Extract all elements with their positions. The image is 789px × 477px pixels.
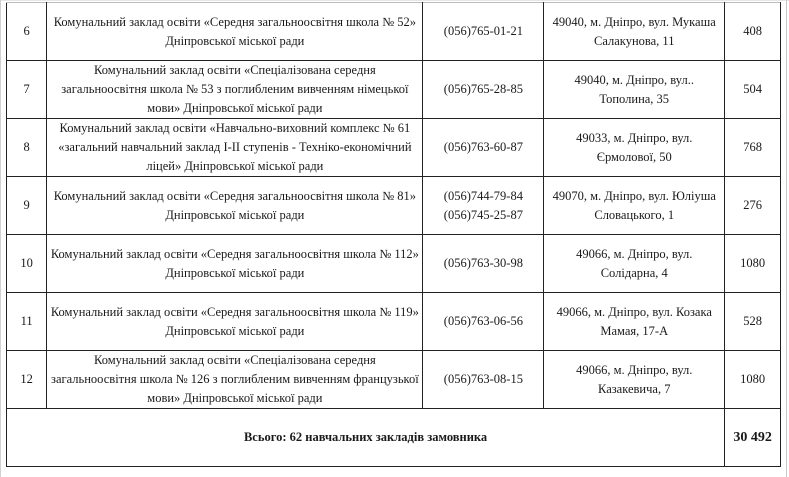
- row-number: 8: [7, 119, 47, 177]
- institution-name: Комунальний заклад освіти «Середня загальноосвітня школа № 81» Дніпровської міської ради: [47, 177, 423, 235]
- student-count: 276: [725, 177, 781, 235]
- phone-number: (056)763-08-15: [443, 372, 523, 386]
- table-row: [7, 351, 781, 409]
- address: 49040, м. Дніпро, вул. Мукаша Салакунова, 11: [544, 3, 725, 61]
- phone-cell: [423, 293, 544, 351]
- phone-number: (056)744-79-84: [443, 188, 523, 203]
- institution-name: Комунальний заклад освіти «Спеціалізована середня загальноосвітня школа № 126 з поглибленим вивченням французької мови» Дніпровської міської ради: [47, 351, 423, 409]
- table-row: [7, 61, 781, 119]
- student-count: 528: [725, 293, 781, 351]
- address: 49070, м. Дніпро, вул. Юліуша Словацького, 1: [544, 177, 725, 235]
- institution-name: Комунальний заклад освіти «Середня загальноосвітня школа № 119» Дніпровської міської ради: [47, 293, 423, 351]
- page-top-edge: [0, 0, 789, 1]
- phone-number: (056)765-01-21: [443, 24, 523, 38]
- address: 49040, м. Дніпро, вул.. Тополина, 35: [544, 61, 725, 119]
- institution-name: Комунальний заклад освіти «Середня загальноосвітня школа № 52» Дніпровської міської ради: [47, 3, 423, 61]
- phone-number: (056)765-28-85: [443, 82, 523, 96]
- schools-table: [6, 2, 781, 467]
- phone-number: (056)763-30-98: [443, 256, 523, 270]
- row-number: 11: [7, 293, 47, 351]
- institution-name: Комунальний заклад освіти «Спеціалізована середня загальноосвітня школа № 53 з поглибленим вивченням німецької мови» Дніпровської міської ради: [47, 61, 423, 119]
- row-number: 10: [7, 235, 47, 293]
- phone-cell: [423, 119, 544, 177]
- row-number: 9: [7, 177, 47, 235]
- table-row: [7, 177, 781, 235]
- page-right-edge: [786, 0, 787, 477]
- total-row: [7, 409, 781, 467]
- row-number: 6: [7, 3, 47, 61]
- student-count: 768: [725, 119, 781, 177]
- student-count: 1080: [725, 351, 781, 409]
- phone-number: (056)763-60-87: [443, 140, 523, 154]
- phone-cell: [423, 235, 544, 293]
- total-value: 30 492: [725, 409, 781, 467]
- table-row: [7, 293, 781, 351]
- table-row: [7, 235, 781, 293]
- page-left-edge: [0, 0, 1, 477]
- phone-cell: [423, 177, 544, 235]
- institution-name: Комунальний заклад освіти «Навчально-виховний комплекс № 61 «загальний навчальний заклад І-ІІ ступенів - Техніко-економічний ліцей» Дніпровської міської ради: [47, 119, 423, 177]
- phone-number: (056)745-25-87: [443, 207, 523, 222]
- address: 49066, м. Дніпро, вул. Солідарна, 4: [544, 235, 725, 293]
- address: 49066, м. Дніпро, вул. Казакевича, 7: [544, 351, 725, 409]
- student-count: 504: [725, 61, 781, 119]
- table-row: [7, 3, 781, 61]
- address: 49033, м. Дніпро, вул. Єрмолової, 50: [544, 119, 725, 177]
- total-label: Всього: 62 навчальних закладів замовника: [7, 409, 725, 467]
- student-count: 1080: [725, 235, 781, 293]
- institution-name: Комунальний заклад освіти «Середня загальноосвітня школа № 112» Дніпровської міської ради: [47, 235, 423, 293]
- phone-number: (056)763-06-56: [443, 314, 523, 328]
- phone-cell: [423, 351, 544, 409]
- phone-cell: [423, 3, 544, 61]
- row-number: 7: [7, 61, 47, 119]
- table-row: [7, 119, 781, 177]
- row-number: 12: [7, 351, 47, 409]
- student-count: 408: [725, 3, 781, 61]
- address: 49066, м. Дніпро, вул. Козака Мамая, 17-А: [544, 293, 725, 351]
- phone-cell: [423, 61, 544, 119]
